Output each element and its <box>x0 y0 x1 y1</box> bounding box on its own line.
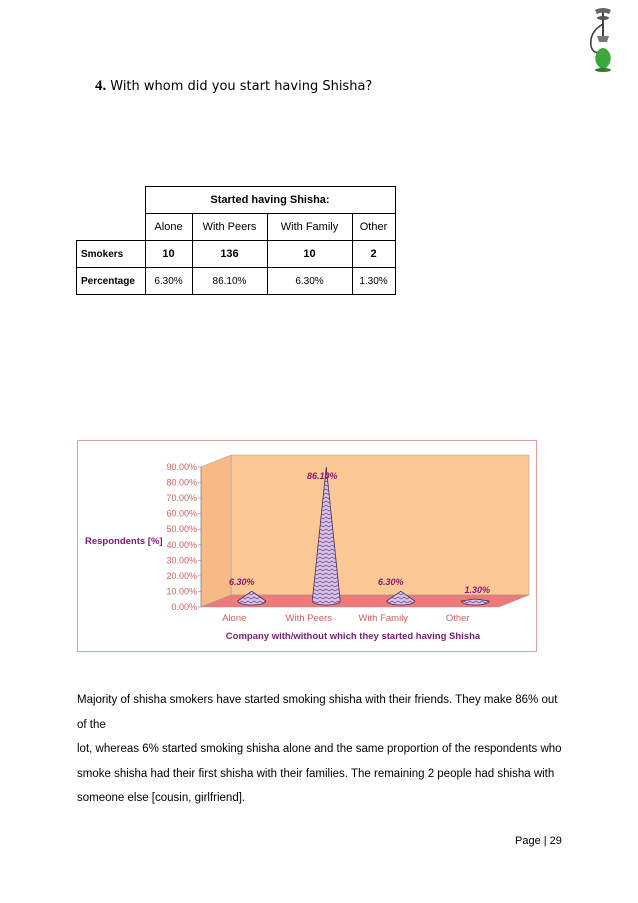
paragraph-line: someone else [cousin, girlfriend]. <box>77 792 246 804</box>
y-tick-label: 90.00% <box>166 462 197 472</box>
question-text: With whom did you start having Shisha? <box>110 79 373 94</box>
y-tick-label: 70.00% <box>166 493 197 504</box>
chart-side-wall <box>201 455 231 607</box>
data-label: 6.30% <box>377 577 404 588</box>
paragraph-line: Majority of shisha smokers have started smoking shisha with their friends. They make 86% out of the <box>77 694 558 731</box>
x-tick-label: With Family <box>358 613 409 624</box>
table-cell: 10 <box>145 241 192 268</box>
table-cell: 6.30% <box>145 268 192 295</box>
y-tick-label: 0.00% <box>171 602 197 612</box>
paragraph-line: lot, whereas 6% started smoking shisha alone and the same proportion of the respondents who <box>77 743 562 755</box>
data-label: 86.10% <box>306 471 338 482</box>
hookah-logo-icon <box>583 6 623 74</box>
y-tick-label: 30.00% <box>166 555 197 566</box>
page-number: Page | 29 <box>515 835 562 847</box>
data-label: 1.30% <box>464 584 491 595</box>
x-axis-title: Company with/without which they started having Shisha <box>225 631 481 642</box>
column-header: With Family <box>267 214 352 241</box>
table-cell: 2 <box>352 241 395 268</box>
analysis-paragraph <box>77 688 567 811</box>
cone-chart <box>77 440 537 652</box>
y-tick-label: 10.00% <box>166 586 197 597</box>
column-header: With Peers <box>192 214 267 241</box>
column-header: Alone <box>145 214 192 241</box>
results-table <box>76 186 396 295</box>
y-tick-label: 20.00% <box>166 570 197 581</box>
x-tick-label: With Peers <box>285 613 332 624</box>
table-cell: 136 <box>192 241 267 268</box>
x-tick-label: Alone <box>222 613 247 624</box>
row-label: Percentage <box>77 268 146 295</box>
y-tick-label: 60.00% <box>166 508 197 519</box>
table-title: Started having Shisha: <box>145 187 395 214</box>
table-cell: 10 <box>267 241 352 268</box>
table-cell: 86.10% <box>192 268 267 295</box>
x-tick-label: Other <box>445 613 470 624</box>
column-header: Other <box>352 214 395 241</box>
y-tick-label: 40.00% <box>166 539 197 550</box>
chart-back-wall <box>228 455 529 595</box>
y-tick-label: 80.00% <box>166 477 197 488</box>
table-cell: 1.30% <box>352 268 395 295</box>
question-number: 4. <box>95 78 107 94</box>
table-cell: 6.30% <box>267 268 352 295</box>
data-label: 6.30% <box>228 577 255 588</box>
question-heading <box>95 78 372 95</box>
y-axis-title: Respondents [%] <box>85 536 163 547</box>
y-tick-label: 50.00% <box>166 524 197 535</box>
paragraph-line: smoke shisha had their first shisha with their families. The remaining 2 people had shisha with <box>77 767 555 780</box>
row-label: Smokers <box>77 241 146 268</box>
